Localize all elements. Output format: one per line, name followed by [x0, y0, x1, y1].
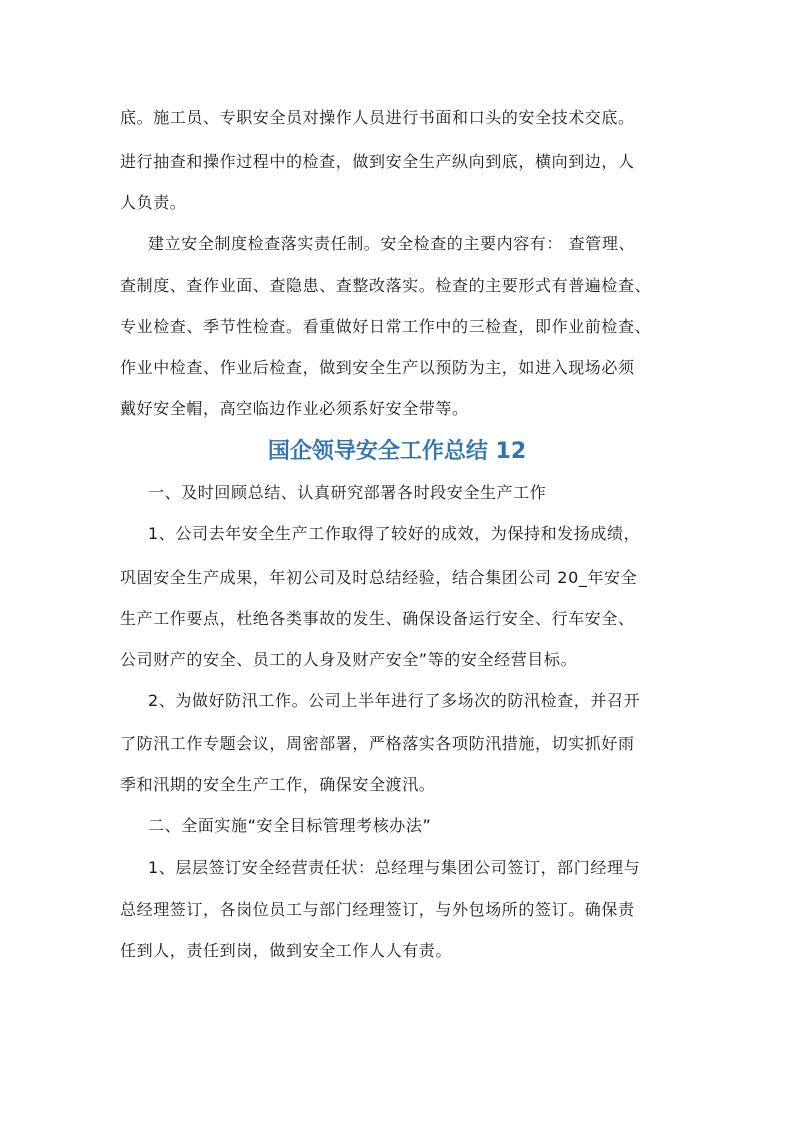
paragraph-line: 人负责。: [120, 193, 187, 212]
paragraph-line: 季和汛期的安全生产工作，确保安全渡汛。: [120, 775, 436, 794]
paragraph-line: 总经理签订，各岗位员工与部门经理签订，与外包场所的签订。确保责: [120, 900, 635, 919]
paragraph-line: 2、为做好防汛工作。公司上半年进行了多场次的防汛检查，并召开: [148, 691, 641, 710]
paragraph-line: 巩固安全生产成果，年初公司及时总结经验，结合集团公司 20_年安全: [120, 568, 638, 587]
paragraph-line: 生产工作要点，杜绝各类事故的发生、确保设备运行安全、行车安全、: [120, 609, 635, 628]
paragraph-line: 进行抽查和操作过程中的检查，做到安全生产纵向到底，横向到边，人: [120, 152, 635, 171]
paragraph-line: 1、公司去年安全生产工作取得了较好的成效，为保持和发扬成绩，: [148, 524, 641, 543]
paragraph-line: 1、层层签订安全经营责任状：总经理与集团公司签订，部门经理与: [148, 858, 641, 877]
paragraph-line: 了防汛工作专题会议，周密部署，严格落实各项防汛措施，切实抓好雨: [120, 734, 635, 753]
paragraph-line: 二、全面实施“安全目标管理考核办法”: [148, 816, 432, 835]
paragraph-line: 底。施工员、专职安全员对操作人员进行书面和口头的安全技术交底。: [120, 108, 635, 127]
paragraph-line: 查制度、查作业面、查隐患、查整改落实。检查的主要形式有普遍检查、: [120, 276, 652, 295]
paragraph-line: 专业检查、季节性检查。看重做好日常工作中的三检查，即作业前检查、: [120, 317, 652, 336]
paragraph-line: 一、及时回顾总结、认真研究部署各时段安全生产工作: [148, 483, 547, 502]
paragraph-line: 作业中检查、作业后检查，做到安全生产以预防为主，如进入现场必须: [120, 358, 635, 377]
paragraph-line: 公司财产的安全、员工的人身及财产安全”等的安全经营目标。: [120, 650, 578, 669]
paragraph-line: 建立安全制度检查落实责任制。安全检查的主要内容有： 查管理、: [148, 234, 636, 253]
paragraph-line: 戴好安全帽，高空临边作业必须系好安全带等。: [120, 399, 469, 418]
paragraph-line: 任到人，责任到岗，做到安全工作人人有责。: [120, 941, 453, 960]
section-title: 国企领导安全工作总结 12: [267, 439, 527, 464]
